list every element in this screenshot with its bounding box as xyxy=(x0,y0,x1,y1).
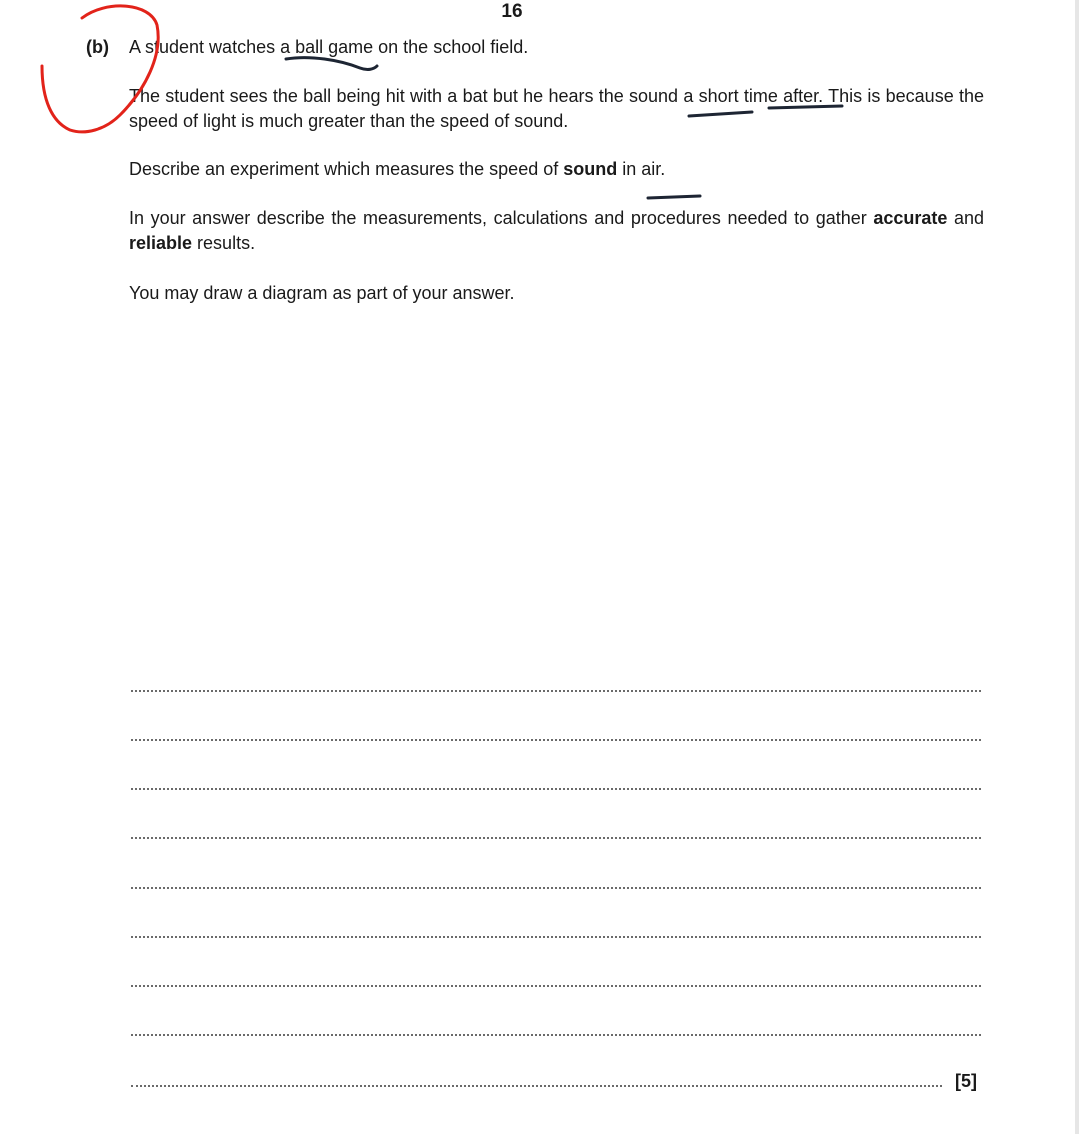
task-text-after: in air. xyxy=(617,159,666,179)
instructions-bold-reliable: reliable xyxy=(129,233,193,253)
answer-line[interactable] xyxy=(131,690,981,692)
page-edge xyxy=(1075,0,1079,1134)
answer-line[interactable] xyxy=(131,1034,981,1036)
marks-label: [5] xyxy=(955,1071,977,1091)
question-part-label: (b) xyxy=(86,37,109,57)
task-text-before: Describe an experiment which measures the speed of xyxy=(129,159,564,179)
question-diagram-note: You may draw a diagram as part of your answer. xyxy=(129,283,515,303)
answer-line[interactable] xyxy=(131,1085,942,1087)
answer-line[interactable] xyxy=(131,985,981,987)
answer-line[interactable] xyxy=(131,788,981,790)
answer-line[interactable] xyxy=(131,739,981,741)
answer-line[interactable] xyxy=(131,936,981,938)
instructions-text-after: results. xyxy=(192,233,256,253)
answer-line[interactable] xyxy=(131,887,981,889)
task-text-bold: sound xyxy=(563,159,618,179)
question-instructions xyxy=(129,206,984,256)
answer-line[interactable] xyxy=(131,837,981,839)
instructions-bold-accurate: accurate xyxy=(873,208,948,228)
question-intro: A student watches a ball game on the school field. xyxy=(129,37,529,57)
instructions-text-mid: and xyxy=(947,208,984,228)
question-context: The student sees the ball being hit with a bat but he hears the sound a short time after. This is because the speed of light is much greater than the speed of sound. xyxy=(129,86,984,131)
underline-sound-task xyxy=(648,196,700,198)
question-task xyxy=(129,157,984,182)
page-number: 16 xyxy=(501,1,523,22)
instructions-text-before: In your answer describe the measurements, calculations and procedures needed to gather xyxy=(129,208,874,228)
